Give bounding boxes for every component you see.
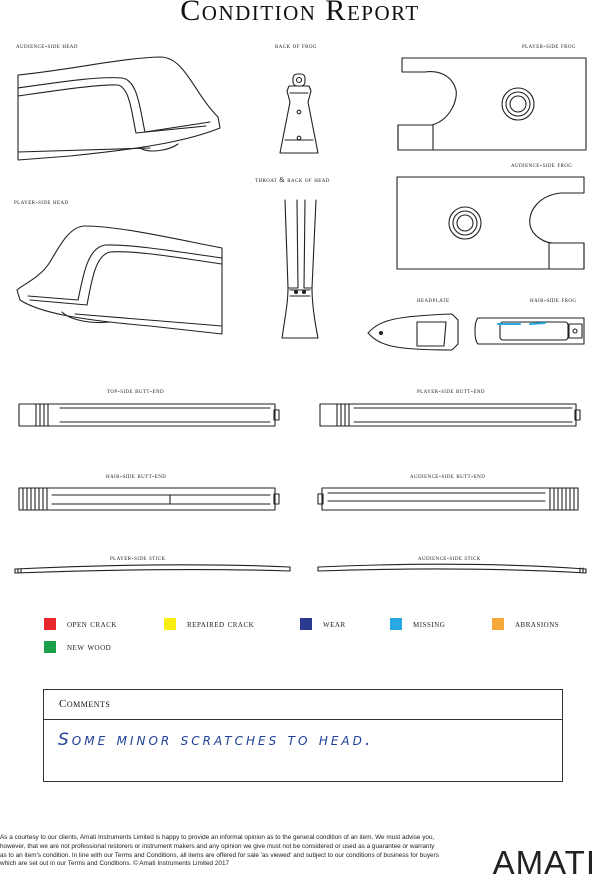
comments-text[interactable]: Some minor scratches to head. [58,730,374,750]
label-headplate: headplate [417,296,450,304]
legend-label: missing [413,618,446,630]
amati-logo: AMATI [492,844,596,881]
legend-swatch [44,641,56,653]
label-player-side-stick: player-side stick [110,554,166,562]
label-audience-side-butt-end: audience-side butt-end [410,472,486,480]
legend-label: abrasions [515,618,560,630]
label-player-side-head: player-side head [14,198,69,206]
legend-repaired-crack [164,617,254,631]
comments-box [43,689,563,782]
legend-swatch [300,618,312,630]
label-back-of-frog: back of frog [275,42,317,50]
legend-open-crack [44,617,117,631]
legend-label: repaired crack [187,618,255,630]
player-side-butt-end-drawing [320,404,580,426]
label-hair-side-frog: hair-side frog [530,296,577,304]
label-audience-side-head: audience-side head [16,42,78,50]
legend-missing [390,617,445,631]
top-side-butt-end-drawing [19,404,279,426]
legend-label: wear [323,618,346,630]
player-side-stick-drawing [15,565,290,573]
label-audience-side-stick: audience-side stick [418,554,481,562]
legend-swatch [390,618,402,630]
audience-side-butt-end-drawing [318,488,578,510]
throat-back-of-head-drawing [282,200,318,338]
legend-swatch [492,618,504,630]
label-player-side-butt-end: player-side butt-end [417,387,485,395]
legend-swatch [44,618,56,630]
back-of-frog-drawing [280,74,318,153]
legend-label: open crack [67,618,117,630]
comments-heading: Comments [44,690,562,720]
label-audience-side-frog: audience-side frog [511,161,573,169]
hair-side-butt-end-drawing [19,488,279,510]
label-hair-side-butt-end: hair-side butt-end [106,472,167,480]
page-title: Condition Report [180,0,420,27]
label-player-side-frog: player-side frog [522,42,576,50]
legend-label: new wood [67,641,112,653]
player-side-frog-drawing [398,58,586,150]
headplate-drawing [368,314,458,350]
legend-new-wood [44,640,111,654]
disclaimer-text: As a courtesy to our clients, Amati Instruments Limited is happy to provide an informal opinion as to the general condition of an item. We must advise you, however, that we are not professional restorers or instrument makers and any opinion we give must not be considered or used as a guarantee or warranty as to an item's condition. In line with our Terms and Conditions, all items are offered for sale 'as viewed' and subject to our conditions of business for buyers which are set out in our Terms and Conditions. © Amati Instruments Limited 2017 [0,834,439,868]
audience-side-frog-drawing [397,177,584,269]
label-throat-back-of-head: throat & back of head [255,176,330,184]
hair-side-frog-drawing [475,318,584,344]
legend-swatch [164,618,176,630]
player-side-head-drawing [17,226,222,334]
audience-side-stick-drawing [318,564,586,573]
legend-abrasions [492,617,559,631]
label-top-side-butt-end: top-side butt-end [107,387,165,395]
legend-wear [300,617,346,631]
audience-side-head-drawing [18,57,220,160]
